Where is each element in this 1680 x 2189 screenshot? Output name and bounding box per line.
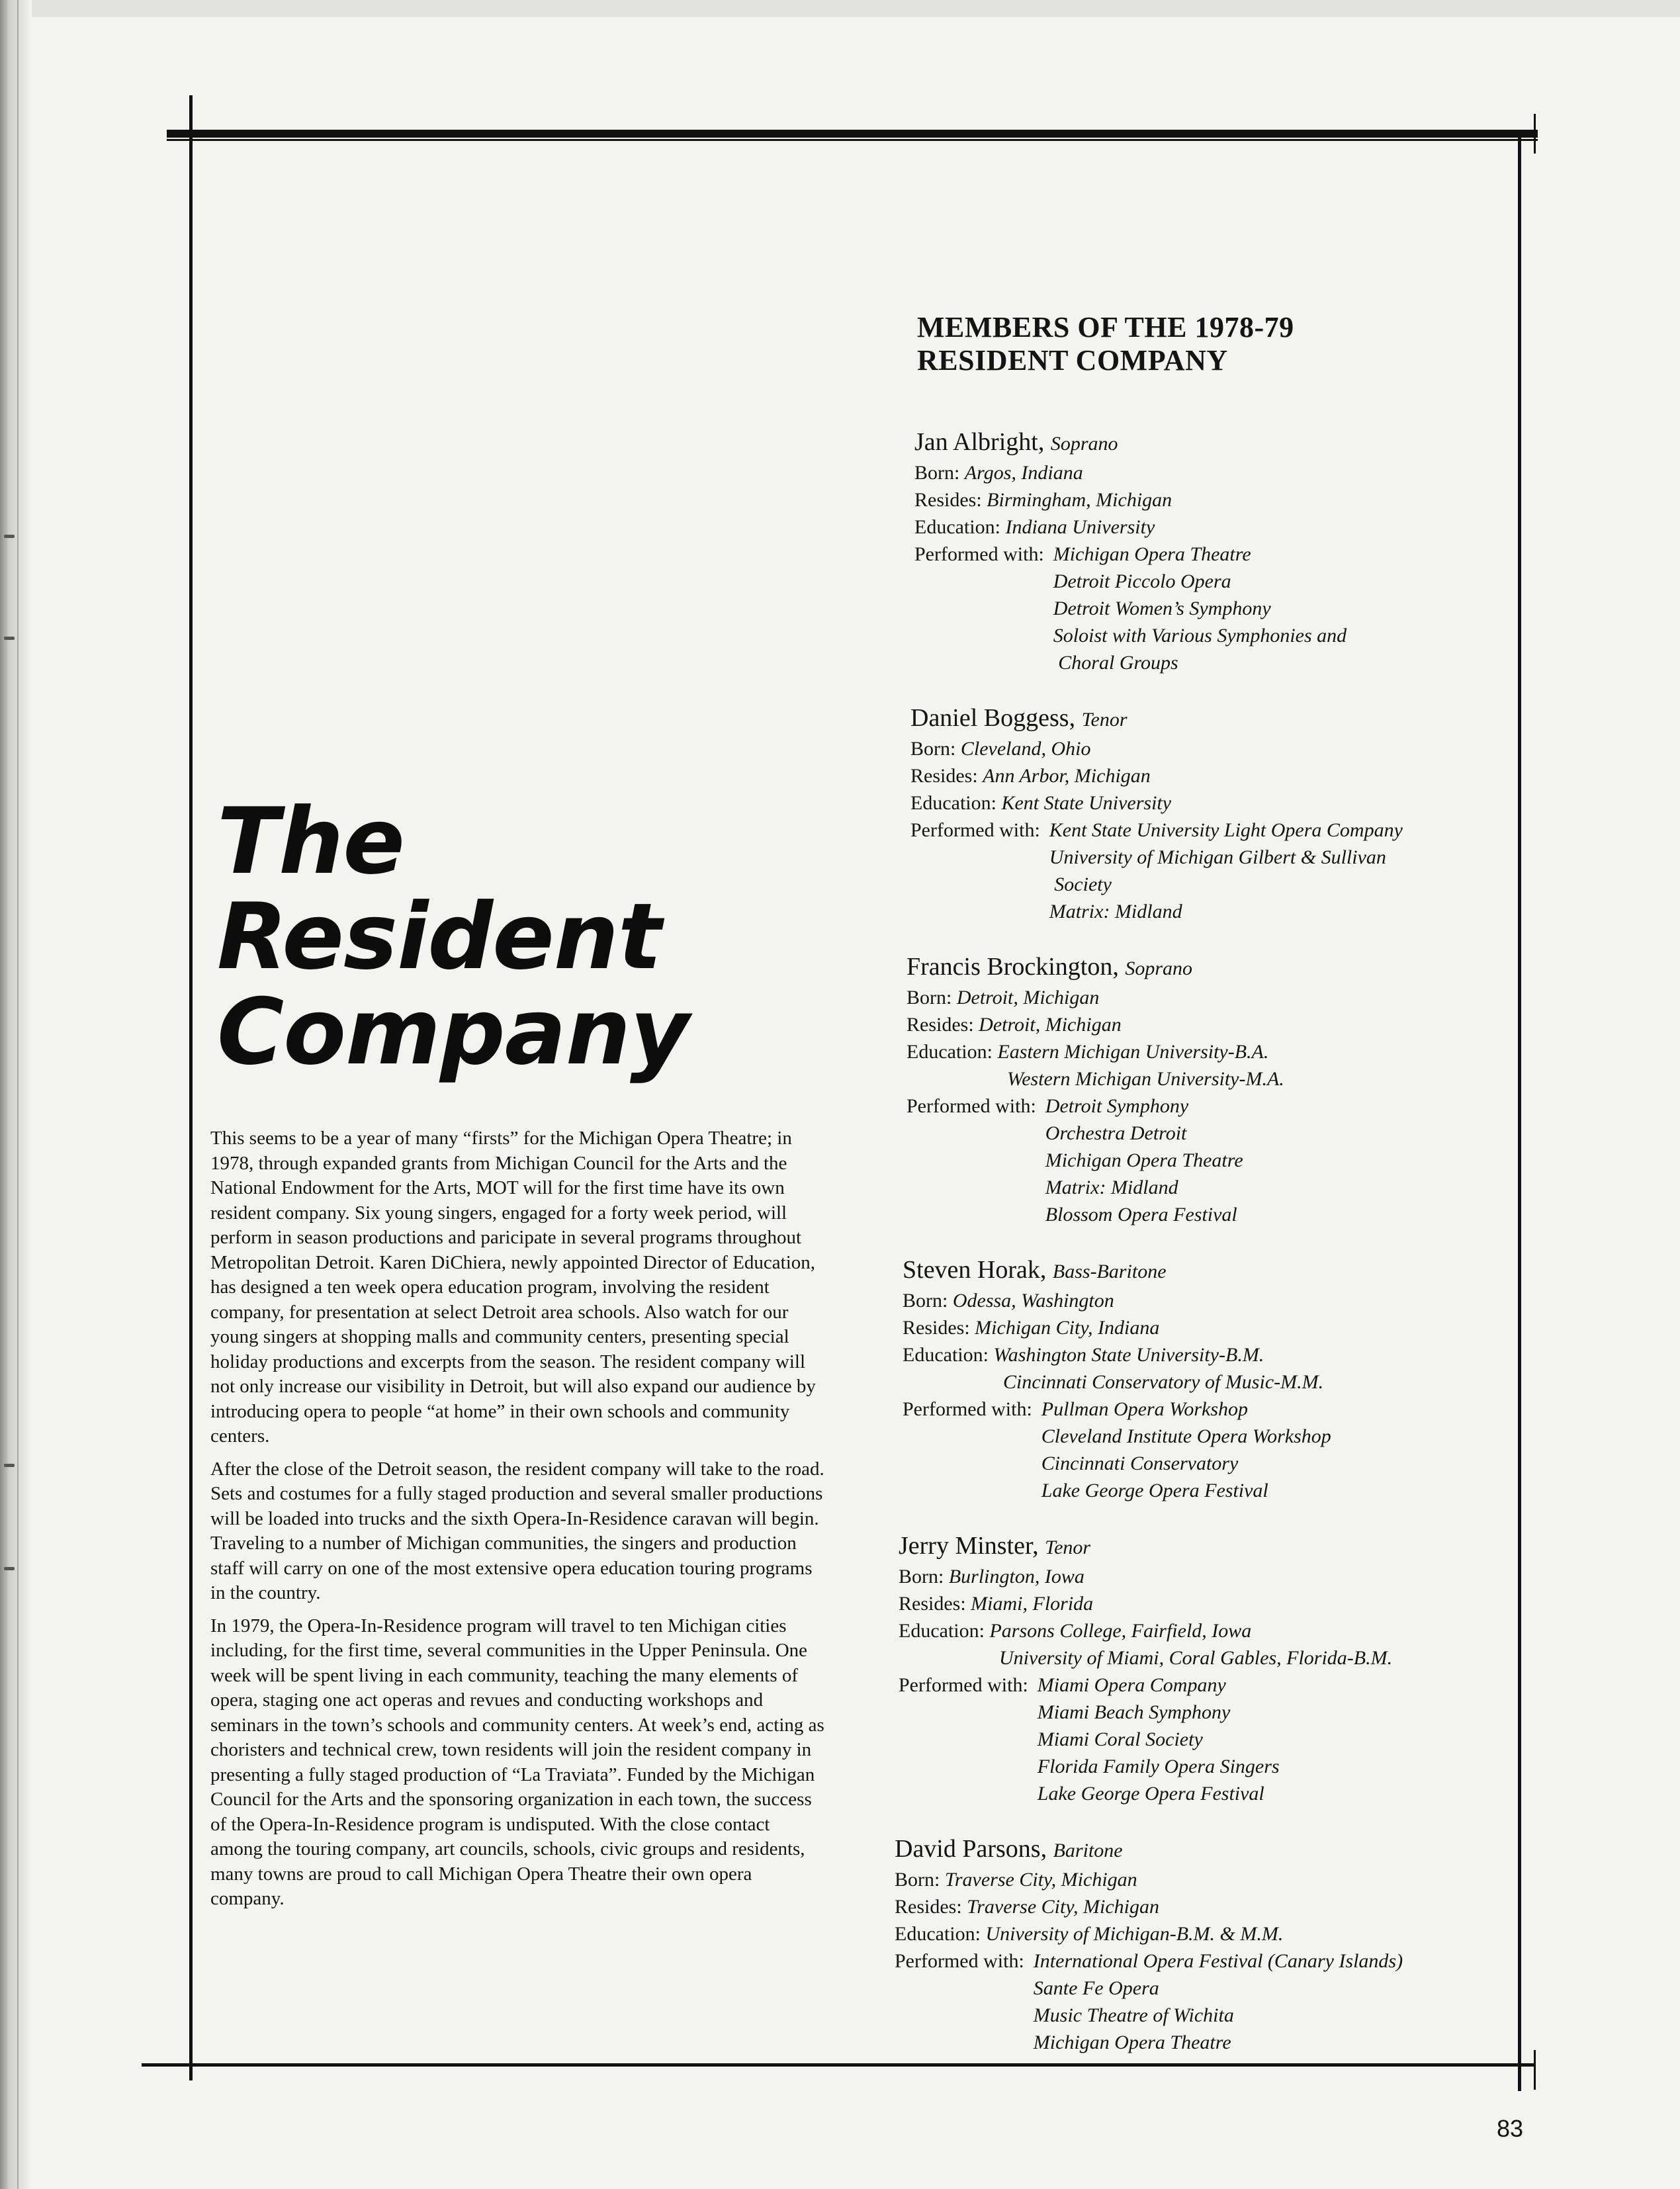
member-voice-type: Baritone: [1053, 1840, 1123, 1861]
resides-value: Ann Arbor, Michigan: [983, 765, 1151, 787]
performed-item: Lake George Opera Festival: [1037, 1783, 1264, 1805]
member-voice-type: Tenor: [1081, 709, 1127, 731]
performed-item: Florida Family Opera Singers: [1037, 1756, 1280, 1777]
performed-item: Michigan Opera Theatre: [1045, 1149, 1243, 1171]
member-name-line: [910, 703, 1517, 735]
member-performed: [899, 1672, 1517, 1807]
member-performed: [906, 1093, 1517, 1228]
performed-item: Matrix: Midland: [1045, 1177, 1178, 1198]
top-rule: [167, 130, 1538, 138]
member-born: [914, 459, 1517, 486]
member-name-line: [903, 1255, 1517, 1287]
member-born: [906, 984, 1517, 1011]
performed-list: [1049, 817, 1403, 925]
members-heading-line-1: MEMBERS OF THE 1978-79: [917, 311, 1294, 343]
performed-label: Performed with:: [899, 1674, 1028, 1696]
member-entry: [903, 1255, 1517, 1504]
education-label: Education:: [903, 1344, 989, 1366]
performed-item: Orchestra Detroit: [1045, 1122, 1187, 1144]
resides-label: Resides:: [895, 1896, 962, 1918]
member-resides: [914, 486, 1517, 514]
right-frame-line: [1518, 132, 1521, 2091]
performed-item: Kent State University Light Opera Company: [1049, 819, 1403, 841]
performed-item: Cleveland Institute Opera Workshop: [1041, 1425, 1331, 1447]
bottom-right-tick: [1534, 2050, 1536, 2090]
education-value: Parsons College, Fairfield, Iowa: [989, 1620, 1252, 1642]
performed-label: Performed with:: [903, 1398, 1032, 1420]
performed-item: Miami Beach Symphony: [1037, 1701, 1231, 1723]
member-education: [899, 1617, 1517, 1644]
member-education: [906, 1038, 1517, 1065]
born-label: Born:: [914, 462, 960, 484]
education-label: Education:: [914, 516, 1000, 538]
resides-label: Resides:: [903, 1317, 970, 1339]
member-name-line: [899, 1531, 1517, 1563]
born-label: Born:: [906, 987, 952, 1008]
performed-item: Lake George Opera Festival: [1041, 1480, 1268, 1501]
member-born: [899, 1563, 1517, 1590]
member-resides: [906, 1011, 1517, 1038]
member-name: Steven Horak,: [903, 1256, 1047, 1284]
member-education: [895, 1920, 1517, 1947]
member-entry: [899, 1531, 1517, 1807]
resides-label: Resides:: [914, 489, 982, 511]
education-value: Eastern Michigan University-B.A.: [997, 1041, 1269, 1063]
binding-fold: [17, 0, 19, 2189]
member-resides: [899, 1590, 1517, 1617]
born-value: Traverse City, Michigan: [944, 1869, 1137, 1891]
performed-list: [1053, 541, 1347, 676]
member-name: Jerry Minster,: [899, 1532, 1039, 1560]
resides-label: Resides:: [906, 1014, 974, 1036]
staple: [4, 637, 15, 640]
resides-value: Birmingham, Michigan: [987, 489, 1172, 511]
member-voice-type: Tenor: [1045, 1537, 1091, 1558]
member-born: [895, 1866, 1517, 1893]
resides-label: Resides:: [899, 1593, 966, 1615]
intro-paragraph: After the close of the Detroit season, the resident company will take to the road. Sets and costumes for a fully staged production and several smaller productions will be loaded into trucks and the sixth Opera-In-Residence caravan will begin. Traveling to a number of Michigan communities, the singers and production staff will carry on one of the most extensive opera education touring programs in the country.: [210, 1458, 824, 1603]
intro-paragraph: This seems to be a year of many “firsts” for the Michigan Opera Theatre; in 1978, through expanded grants from Michigan Council for the Arts and the National Endowment for the Arts, MOT will for the first time have its own resident company. Six young singers, engaged for a forty week period, will perform in season productions and paricipate in several programs throughout Metropolitan Detroit. Karen DiChiera, newly appointed Director of Education, has designed a ten week opera education program, involving the resident company, for presentation at select Detroit area schools. Also watch for our young singers at shopping malls and community centers, presenting special holiday productions and excerpts from the season. The resident company will not only increase our visibility in Detroit, but will also expand our audience by introducing opera to people “at home” in their own schools and community centers.: [210, 1128, 816, 1447]
performed-item: Matrix: Midland: [1049, 901, 1182, 922]
member-name: David Parsons,: [895, 1835, 1047, 1863]
member-voice-type: Bass-Baritone: [1052, 1261, 1167, 1282]
born-value: Burlington, Iowa: [948, 1566, 1084, 1587]
born-label: Born:: [899, 1566, 944, 1587]
resides-value: Miami, Florida: [971, 1593, 1094, 1615]
member-name-line: [895, 1834, 1517, 1866]
top-right-tick: [1534, 114, 1536, 154]
staple: [4, 535, 15, 538]
performed-list: [1034, 1947, 1403, 2056]
education-value: Indiana University: [1005, 516, 1155, 538]
title-line-1: The Resident: [217, 788, 662, 990]
education-label: Education:: [899, 1620, 985, 1642]
member-born: [903, 1287, 1517, 1314]
member-list: [895, 427, 1517, 2056]
performed-item: University of Michigan Gilbert & Sullivan: [1049, 846, 1386, 868]
member-entry: [910, 703, 1517, 925]
education-label: Education:: [906, 1041, 993, 1063]
member-resides: [895, 1893, 1517, 1920]
performed-list: [1045, 1093, 1243, 1228]
intro-column: [210, 788, 826, 1920]
member-entry: [914, 427, 1517, 676]
performed-label: Performed with:: [914, 543, 1044, 565]
performed-item: Detroit Symphony: [1045, 1095, 1189, 1117]
member-resides: [910, 762, 1517, 789]
performed-item: Michigan Opera Theatre: [1053, 543, 1251, 565]
resides-value: Traverse City, Michigan: [967, 1896, 1159, 1918]
born-value: Odessa, Washington: [952, 1290, 1114, 1312]
member-entry: [895, 1834, 1517, 2056]
education-value-2: Western Michigan University-M.A.: [1007, 1068, 1284, 1090]
member-resides: [903, 1314, 1517, 1341]
member-name: Jan Albright,: [914, 428, 1045, 456]
binding-spine: [0, 0, 32, 2189]
performed-label: Performed with:: [906, 1095, 1036, 1117]
staple: [4, 1567, 15, 1570]
member-born: [910, 735, 1517, 762]
performed-item: Detroit Piccolo Opera: [1053, 570, 1231, 592]
performed-label: Performed with:: [910, 819, 1040, 841]
top-page-edge: [32, 0, 1680, 17]
intro-paragraph: In 1979, the Opera-In-Residence program will travel to ten Michigan cities including, for the first time, several communities in the Upper Peninsula. One week will be spent living in each community, teaching the many elements of opera, staging one act operas and revues and conducting workshops and seminars in the town’s schools and community centers. At week’s end, acting as choristers and technical crew, town residents will join the resident company in presenting a fully staged production of “La Traviata”. Funded by the Michigan Council for the Arts and the sponsoring organization in each town, the success of the Opera-In-Residence program is undisputed. With the close contact among the touring company, art councils, schools, civic groups and residents, many towns are proud to call Michigan Opera Theatre their own opera company.: [210, 1615, 824, 1909]
born-label: Born:: [910, 738, 956, 760]
performed-list: [1038, 1672, 1280, 1807]
education-value: Washington State University-B.M.: [993, 1344, 1264, 1366]
member-education: [903, 1341, 1517, 1368]
member-performed: [895, 1947, 1517, 2056]
education-label: Education:: [895, 1923, 981, 1945]
members-heading-line-2: RESIDENT COMPANY: [917, 344, 1228, 377]
page-title: [217, 788, 826, 1085]
member-education: [914, 514, 1517, 541]
member-education: [910, 789, 1517, 817]
born-value: Cleveland, Ohio: [960, 738, 1091, 760]
education-value-2: Cincinnati Conservatory of Music-M.M.: [1003, 1371, 1324, 1393]
education-value-2: University of Miami, Coral Gables, Florida-B.M.: [999, 1647, 1393, 1669]
members-heading: [917, 311, 1517, 377]
performed-item: Music Theatre of Wichita: [1033, 2004, 1234, 2026]
members-column: [895, 311, 1517, 2082]
member-name-line: [914, 427, 1517, 459]
performed-item: International Opera Festival (Canary Islands): [1033, 1950, 1403, 1972]
performed-item: Sante Fe Opera: [1033, 1977, 1159, 1999]
performed-list: [1041, 1396, 1331, 1504]
member-performed: [910, 817, 1517, 925]
born-value: Detroit, Michigan: [956, 987, 1100, 1008]
resides-label: Resides:: [910, 765, 978, 787]
member-entry: [906, 952, 1517, 1228]
performed-label: Performed with:: [895, 1950, 1024, 1972]
born-label: Born:: [895, 1869, 940, 1891]
page-number: 83: [1497, 2115, 1524, 2142]
performed-item: Choral Groups: [1053, 652, 1178, 674]
performed-item: Pullman Opera Workshop: [1041, 1398, 1249, 1420]
performed-item: Blossom Opera Festival: [1045, 1204, 1237, 1226]
performed-item: Miami Coral Society: [1037, 1728, 1203, 1750]
performed-item: Society: [1049, 873, 1112, 895]
education-value: University of Michigan-B.M. & M.M.: [985, 1923, 1284, 1945]
title-line-2: Company: [217, 979, 689, 1085]
member-name-line: [906, 952, 1517, 984]
resides-value: Michigan City, Indiana: [975, 1317, 1160, 1339]
performed-item: Michigan Opera Theatre: [1033, 2032, 1231, 2053]
left-frame-line: [189, 95, 193, 2080]
education-label: Education:: [910, 792, 996, 814]
member-name: Daniel Boggess,: [910, 704, 1076, 732]
born-value: Argos, Indiana: [964, 462, 1083, 484]
performed-item: Cincinnati Conservatory: [1041, 1452, 1239, 1474]
member-voice-type: Soprano: [1125, 958, 1193, 979]
member-performed: [903, 1396, 1517, 1504]
member-name: Francis Brockington,: [906, 953, 1119, 981]
born-label: Born:: [903, 1290, 948, 1312]
staple: [4, 1464, 15, 1467]
performed-item: Soloist with Various Symphonies and: [1053, 625, 1347, 647]
performed-item: Miami Opera Company: [1037, 1674, 1226, 1696]
resides-value: Detroit, Michigan: [979, 1014, 1122, 1036]
member-performed: [914, 541, 1517, 676]
performed-item: Detroit Women’s Symphony: [1053, 598, 1271, 619]
member-voice-type: Soprano: [1050, 433, 1118, 455]
top-rule-thin: [167, 139, 1538, 141]
education-value: Kent State University: [1001, 792, 1172, 814]
